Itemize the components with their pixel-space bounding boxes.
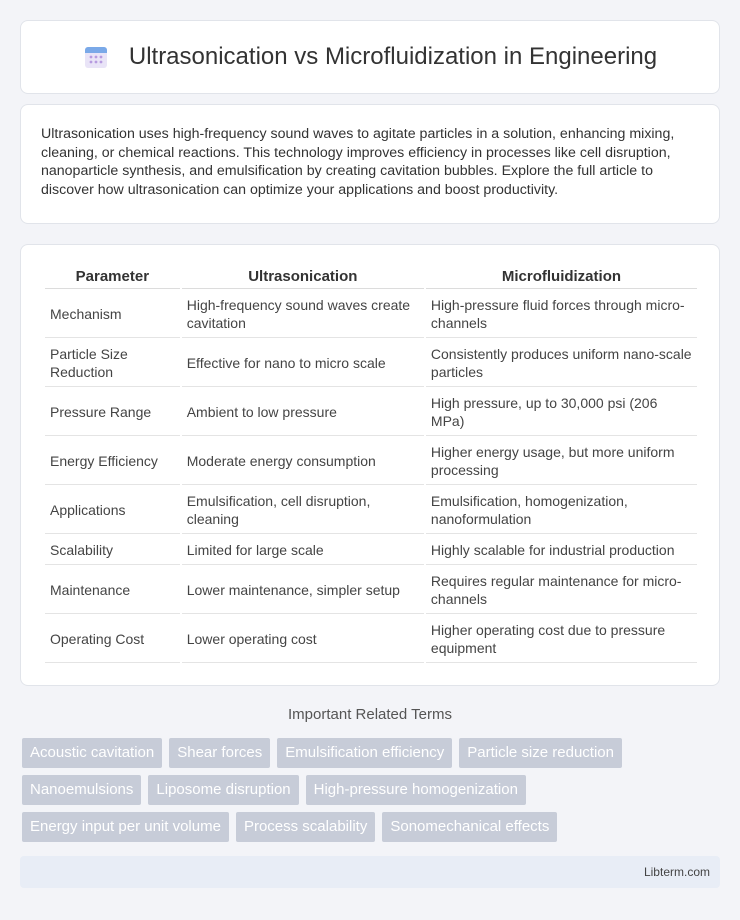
tag-emulsification-efficiency[interactable]: Emulsification efficiency (277, 738, 452, 768)
row-microfluidization: Requires regular maintenance for micro-channels (426, 567, 697, 614)
tag-row (22, 775, 722, 805)
intro-text: Ultrasonication uses high-frequency sound waves to agitate particles in a solution, enhancing mixing, cleaning, or chemical reactions. This technology improves efficiency in processes like cell disruption, nanoparticle synthesis, and emulsification by creating cavitation bubbles. Explore the full article to discover how ultrasonication can optimize your applications and boost productivity. (41, 126, 675, 198)
row-ultrasonication: Moderate energy consumption (182, 438, 424, 485)
tag-row (22, 738, 722, 768)
row-parameter: Applications (45, 487, 180, 534)
row-ultrasonication: Lower maintenance, simpler setup (182, 567, 424, 614)
row-parameter: Mechanism (45, 291, 180, 338)
row-parameter: Scalability (45, 536, 180, 565)
table-row (45, 536, 697, 565)
header-parameter: Parameter (45, 267, 180, 289)
table-row (45, 438, 697, 485)
footer (20, 856, 720, 888)
header-ultrasonication: Ultrasonication (182, 267, 424, 289)
row-ultrasonication: High-frequency sound waves create cavitation (182, 291, 424, 338)
row-microfluidization: Emulsification, homogenization, nanoformulation (426, 487, 697, 534)
page-title: Ultrasonication vs Microfluidization in Engineering (128, 43, 658, 70)
row-microfluidization: High-pressure fluid forces through micro-channels (426, 291, 697, 338)
row-parameter: Particle Size Reduction (45, 340, 180, 387)
table-row (45, 487, 697, 534)
row-ultrasonication: Ambient to low pressure (182, 389, 424, 436)
footer-link[interactable]: Libterm.com (643, 865, 710, 879)
tag-sonomechanical-effects[interactable]: Sonomechanical effects (382, 812, 557, 842)
row-ultrasonication: Limited for large scale (182, 536, 424, 565)
row-ultrasonication: Emulsification, cell disruption, cleaning (182, 487, 424, 534)
table-row (45, 616, 697, 663)
related-terms-title: Important Related Terms (288, 706, 452, 723)
tag-particle-size-reduction[interactable]: Particle size reduction (459, 738, 622, 768)
tag-high-pressure-homogenization[interactable]: High-pressure homogenization (306, 775, 526, 805)
tag-acoustic-cavitation[interactable]: Acoustic cavitation (22, 738, 162, 768)
tag-process-scalability[interactable]: Process scalability (236, 812, 375, 842)
table-row (45, 567, 697, 614)
comparison-table-card (20, 244, 720, 686)
row-microfluidization: High pressure, up to 30,000 psi (206 MPa) (426, 389, 697, 436)
related-terms-tags (22, 738, 722, 849)
table-row (45, 389, 697, 436)
row-microfluidization: Highly scalable for industrial production (426, 536, 697, 565)
calendar-icon (83, 44, 109, 70)
row-microfluidization: Higher energy usage, but more uniform processing (426, 438, 697, 485)
row-ultrasonication: Lower operating cost (182, 616, 424, 663)
tag-energy-input[interactable]: Energy input per unit volume (22, 812, 229, 842)
row-parameter: Operating Cost (45, 616, 180, 663)
table-row (45, 340, 697, 387)
tag-liposome-disruption[interactable]: Liposome disruption (148, 775, 298, 805)
row-parameter: Maintenance (45, 567, 180, 614)
header-card (20, 20, 720, 94)
row-parameter: Pressure Range (45, 389, 180, 436)
row-ultrasonication: Effective for nano to micro scale (182, 340, 424, 387)
row-microfluidization: Consistently produces uniform nano-scale particles (426, 340, 697, 387)
intro-card (20, 104, 720, 224)
tag-shear-forces[interactable]: Shear forces (169, 738, 270, 768)
row-microfluidization: Higher operating cost due to pressure equipment (426, 616, 697, 663)
row-parameter: Energy Efficiency (45, 438, 180, 485)
tag-row (22, 812, 722, 842)
comparison-table (43, 265, 699, 665)
header-microfluidization: Microfluidization (426, 267, 697, 289)
tag-nanoemulsions[interactable]: Nanoemulsions (22, 775, 141, 805)
table-row (45, 291, 697, 338)
